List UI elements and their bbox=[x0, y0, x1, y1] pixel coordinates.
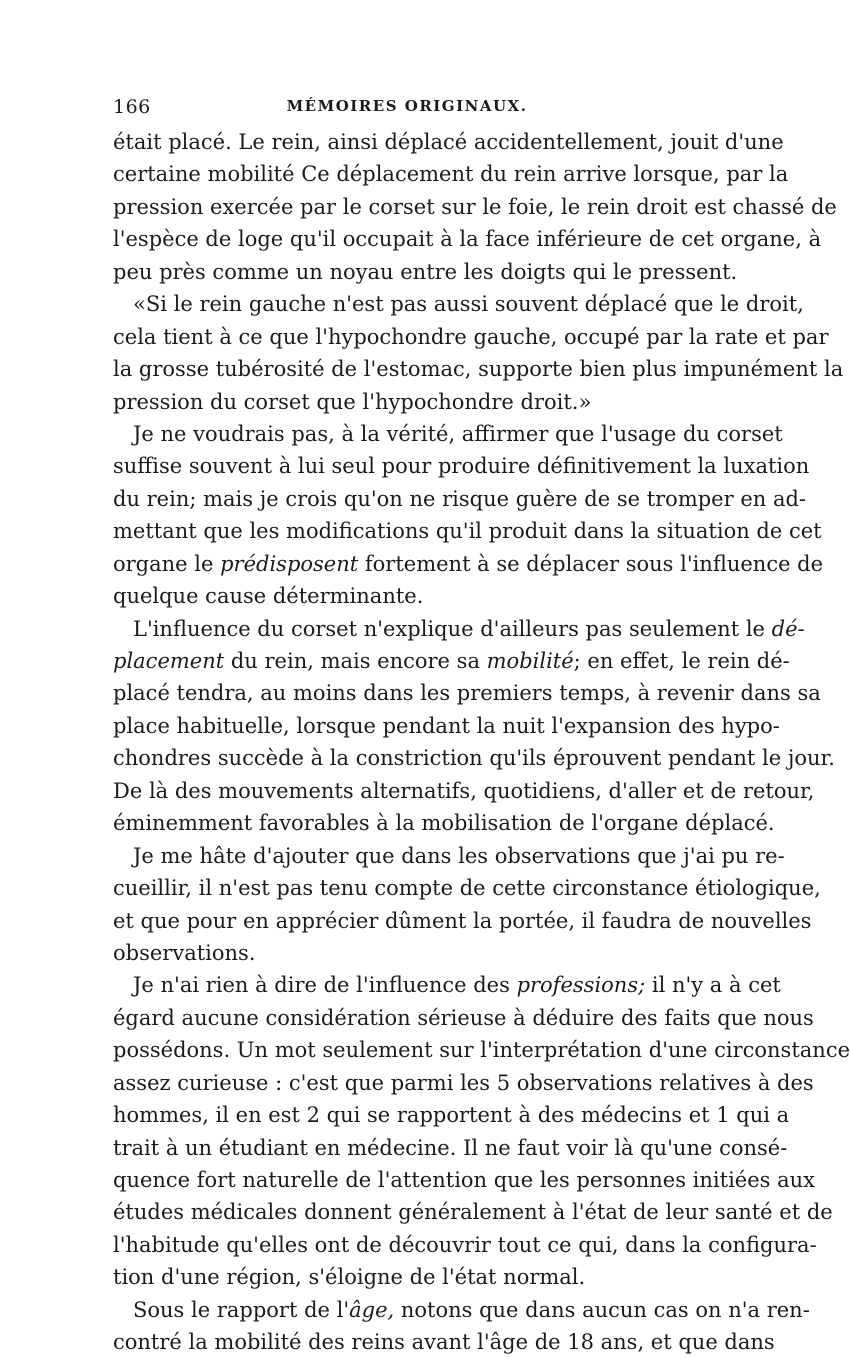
text-segment: L'influence du corset n'explique d'ailleurs pas seulement le bbox=[133, 616, 772, 641]
text-line bbox=[113, 710, 780, 742]
text-segment: égard aucune considération sérieuse à déduire des faits que nous bbox=[113, 1005, 814, 1030]
text-line bbox=[113, 191, 837, 223]
text-line bbox=[113, 1229, 817, 1261]
text-line bbox=[113, 126, 784, 158]
text-segment: Je n'ai rien à dire de l'influence des bbox=[133, 973, 517, 998]
text-line bbox=[113, 840, 785, 872]
text-segment: cueillir, il n'est pas tenu compte de cette circonstance étiologique, bbox=[113, 876, 821, 901]
text-line bbox=[113, 872, 821, 904]
text-line bbox=[113, 1067, 814, 1099]
text-line bbox=[113, 775, 815, 807]
text-line bbox=[113, 483, 807, 515]
text-line bbox=[113, 937, 701, 969]
text-segment: pression exercée par le corset sur le foie, le rein droit est chassé de bbox=[113, 194, 837, 219]
text-segment: du rein, mais encore sa bbox=[224, 649, 487, 673]
text-segment: contré la mobilité des reins avant l'âge de 18 ans, et que dans bbox=[113, 1330, 775, 1355]
text-segment: «Si le rein gauche n'est pas aussi souvent déplacé que le droit, bbox=[133, 292, 804, 317]
text-segment: chondres succède à la constriction qu'ils éprouvent pendant le jour. bbox=[113, 746, 835, 771]
italic-text: placement bbox=[113, 649, 225, 673]
text-segment: éminemment favorables à la mobilisation de l'organe déplacé. bbox=[113, 811, 775, 836]
text-line bbox=[113, 677, 821, 709]
text-segment: notons que dans aucun cas on n'a ren- bbox=[394, 1297, 810, 1322]
text-line bbox=[113, 223, 822, 255]
text-segment: placé tendra, au moins dans les premiers temps, à revenir dans sa bbox=[113, 681, 821, 706]
text-line bbox=[113, 548, 824, 580]
italic-text: mobilité bbox=[486, 649, 574, 673]
text-line bbox=[113, 386, 701, 418]
italic-text: âge, bbox=[349, 1297, 395, 1322]
text-line bbox=[113, 905, 812, 937]
text-line bbox=[113, 613, 805, 645]
text-segment: du rein; mais je crois qu'on ne risque guère de se tromper en ad- bbox=[113, 486, 807, 511]
text-segment: quence fort naturelle de l'attention que les personnes initiées aux bbox=[113, 1168, 815, 1192]
text-line bbox=[113, 969, 781, 1001]
text-line bbox=[113, 158, 789, 190]
text-segment: suffise souvent à lui seul pour produire définitivement la luxation bbox=[113, 454, 810, 479]
text-line bbox=[113, 353, 844, 385]
text-segment: cela tient à ce que l'hypochondre gauche, occupé par la rate et par bbox=[113, 324, 829, 349]
text-line bbox=[113, 1326, 775, 1358]
italic-text: prédisposent bbox=[220, 551, 359, 576]
text-segment: mettant que les modifications qu'il produit dans la situation de cet bbox=[113, 519, 822, 544]
text-segment: fortement à se déplacer sous l'influence de bbox=[358, 551, 824, 576]
text-line bbox=[113, 418, 783, 450]
body-text bbox=[113, 126, 850, 1359]
text-line bbox=[113, 321, 829, 353]
text-segment: était placé. Le rein, ainsi déplacé accidentellement, jouit d'une bbox=[113, 130, 784, 154]
text-segment: études médicales donnent généralement à l'état de leur santé et de bbox=[113, 1200, 833, 1225]
text-line bbox=[113, 645, 790, 677]
page-number: 166 bbox=[113, 96, 151, 118]
text-segment: Je ne voudrais pas, à la vérité, affirmer que l'usage du corset bbox=[133, 421, 783, 446]
text-segment: quelque cause déterminante. bbox=[113, 584, 424, 609]
text-segment: place habituelle, lorsque pendant la nuit l'expansion des hypo- bbox=[113, 713, 780, 738]
text-segment: certaine mobilité Ce déplacement du rein arrive lorsque, par la bbox=[113, 162, 789, 187]
text-segment: organe le bbox=[113, 551, 221, 576]
italic-text: professions; bbox=[516, 973, 646, 998]
text-line bbox=[113, 1164, 815, 1196]
text-segment: et que pour en apprécier dûment la portée, il faudra de nouvelles bbox=[113, 908, 812, 933]
text-segment: pression du corset que l'hypochondre droit.» bbox=[113, 389, 592, 414]
text-segment: observations. bbox=[113, 940, 256, 965]
text-segment: De là des mouvements alternatifs, quotidiens, d'aller et de retour, bbox=[113, 778, 815, 803]
text-segment: l'habitude qu'elles ont de découvrir tout ce qui, dans la configura- bbox=[113, 1232, 817, 1257]
text-line bbox=[113, 1132, 788, 1164]
text-segment: ; en effet, le rein dé- bbox=[573, 649, 790, 673]
text-line bbox=[113, 742, 835, 774]
text-segment: peu près comme un noyau entre les doigts qui le pressent. bbox=[113, 259, 738, 284]
text-line bbox=[113, 1261, 701, 1293]
text-segment: trait à un étudiant en médecine. Il ne faut voir là qu'une consé- bbox=[113, 1135, 788, 1160]
text-segment: il n'y a à cet bbox=[645, 973, 781, 998]
text-line bbox=[113, 580, 701, 612]
text-line bbox=[113, 807, 775, 839]
italic-text: dé- bbox=[771, 616, 805, 641]
text-line bbox=[113, 288, 804, 320]
text-line bbox=[113, 1294, 810, 1326]
text-line bbox=[113, 1034, 850, 1066]
text-line bbox=[113, 1196, 833, 1228]
page-header bbox=[113, 96, 701, 126]
text-line bbox=[113, 1002, 814, 1034]
text-segment: assez curieuse : c'est que parmi les 5 observations relatives à des bbox=[113, 1070, 814, 1095]
text-segment: Sous le rapport de l' bbox=[133, 1297, 350, 1322]
text-segment: la grosse tubérosité de l'estomac, supporte bien plus impunément la bbox=[113, 357, 844, 382]
text-segment: hommes, il en est 2 qui se rapportent à des médecins et 1 qui a bbox=[113, 1103, 790, 1128]
text-segment: tion d'une région, s'éloigne de l'état normal. bbox=[113, 1265, 586, 1290]
running-title: MÉMOIRES ORIGINAUX. bbox=[286, 97, 528, 115]
text-line bbox=[113, 515, 822, 547]
text-segment: l'espèce de loge qu'il occupait à la face inférieure de cet organe, à bbox=[113, 227, 822, 252]
text-line bbox=[113, 450, 810, 482]
text-segment: Je me hâte d'ajouter que dans les observations que j'ai pu re- bbox=[133, 843, 785, 868]
text-line bbox=[113, 1099, 790, 1131]
text-line bbox=[113, 256, 738, 288]
text-segment: possédons. Un mot seulement sur l'interprétation d'une circonstance bbox=[113, 1038, 850, 1063]
